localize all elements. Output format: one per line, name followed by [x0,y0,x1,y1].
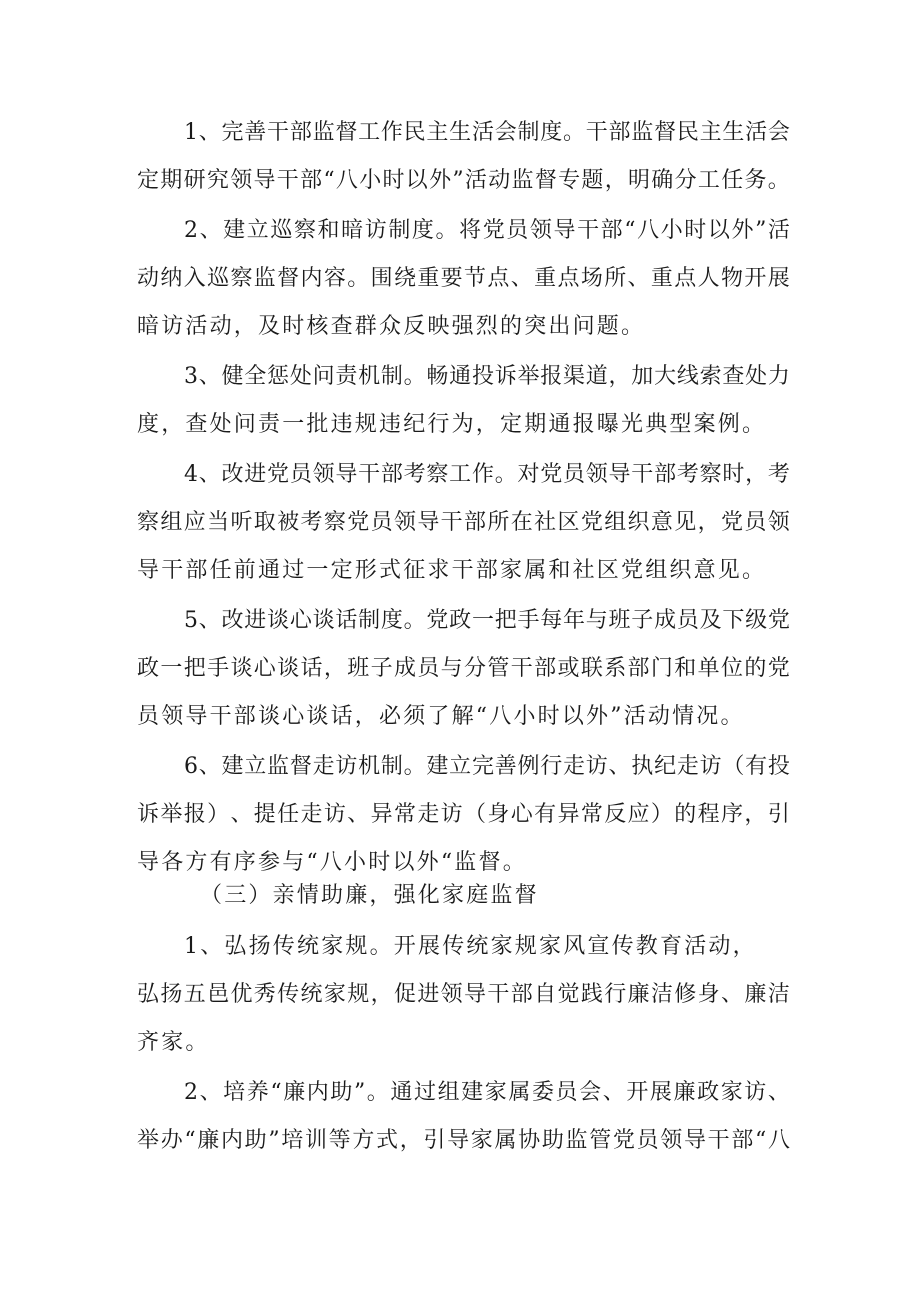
paragraph-line: 2 、 建 立 巡 察 和 暗 访 制 度 。 将 党 员 领 导 干 部 “ 八 小 时 以 外 ” 活 [184,218,790,243]
paragraph-line: 弘 扬 五 邑 优 秀 传 统 家 规 ， 促 进 领 导 干 部 自 觉 践 行 廉 洁 修 身 、 廉 洁 [137,982,790,1007]
paragraph-line: 3 、 健 全 惩 处 问 责 机 制 。 畅 通 投 诉 举 报 渠 道 ， 加 大 线 索 查 处 力 [184,364,790,389]
paragraph-line: 员领导干部谈心谈话，必须了解“八小时以外”活动情况。 [137,704,745,729]
paragraph-line: 政 一 把 手 谈 心 谈 话 ， 班 子 成 员 与 分 管 干 部 或 联 系 部 门 和 单 位 的 党 [137,656,790,681]
paragraph-line: 导干部任前通过一定形式征求干部家属和社区党组织意见。 [137,558,767,583]
paragraph-line: 举 办 “ 廉 内 助 ” 培 训 等 方 式 ， 引 导 家 属 协 助 监 管 党 员 领 导 干 部 “ 八 [137,1128,790,1153]
paragraph-line: 2 、 培 养 “ 廉 内 助 ” 。 通 过 组 建 家 属 委 员 会 、 开 展 廉 政 家 访 、 [184,1080,790,1105]
paragraph-line: 诉 举 报 ） 、 提 任 走 访 、 异 常 走 访 （ 身 心 有 异 常 反 应 ） 的 程 序 ， 引 [137,802,790,827]
paragraph-line: 度，查处问责一批违规违纪行为，定期通报曝光典型案例。 [137,412,767,437]
paragraph-line: 6 、 建 立 监 督 走 访 机 制 。 建 立 完 善 例 行 走 访 、 执 纪 走 访 （ 有 投 [184,754,790,779]
paragraph-line: 察 组 应 当 听 取 被 考 察 党 员 领 导 干 部 所 在 社 区 党 组 织 意 见 ， 党 员 领 [137,510,790,535]
paragraph-line: 动 纳 入 巡 察 监 督 内 容 。 围 绕 重 要 节 点 、 重 点 场 所 、 重 点 人 物 开 展 [137,266,790,291]
paragraph-line: 暗访活动，及时核查群众反映强烈的突出问题。 [137,314,646,339]
section-heading: （三）亲情助廉，强化家庭监督 [200,883,539,908]
paragraph-line: 齐家。 [137,1030,210,1055]
paragraph-line: 1、弘扬传统家规。开展传统家规家风宣传教育活动， [184,934,757,959]
paragraph-line: 5 、 改 进 谈 心 谈 话 制 度 。 党 政 一 把 手 每 年 与 班 子 成 员 及 下 级 党 [184,608,790,633]
paragraph-line: 定 期 研 究 领 导 干 部 “ 八 小 时 以 外 ” 活 动 监 督 专 题 ， 明 确 分 工 任 务 。 [137,168,790,193]
paragraph-line: 导各方有序参与“八小时以外“监督。 [137,850,527,875]
paragraph-line: 4 、 改 进 党 员 领 导 干 部 考 察 工 作 。 对 党 员 领 导 干 部 考 察 时 ， 考 [184,462,790,487]
paragraph-line: 1 、 完 善 干 部 监 督 工 作 民 主 生 活 会 制 度 。 干 部 监 督 民 主 生 活 会 [184,120,790,145]
